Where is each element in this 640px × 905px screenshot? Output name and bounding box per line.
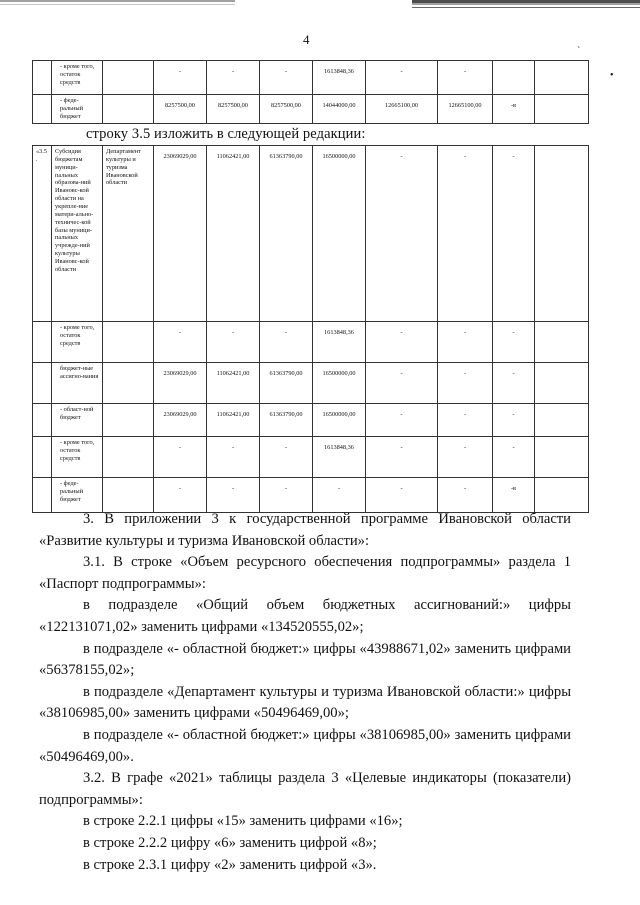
table-cell: - xyxy=(438,146,493,322)
row-number: «3.5. xyxy=(33,146,52,322)
table-cell: - xyxy=(366,322,438,363)
table-cell: - xyxy=(438,363,493,404)
table-row xyxy=(33,404,589,437)
table-cell: - xyxy=(154,437,207,478)
table-cell: - xyxy=(313,478,366,513)
instruction-line: строку 3.5 изложить в следующей редакции: xyxy=(86,126,366,142)
table-cell: 8257500,00 xyxy=(207,95,260,124)
table-row xyxy=(33,478,589,513)
scan-artifact-top-left xyxy=(0,0,235,8)
row-label: - кроме того, остаток средств xyxy=(52,61,103,95)
table-cell: 11062421,00 xyxy=(207,404,260,437)
table-row xyxy=(33,146,589,322)
table-cell: -в xyxy=(493,95,535,124)
table-cell: - xyxy=(493,404,535,437)
table-cell: - xyxy=(260,322,313,363)
table-cell: - xyxy=(366,146,438,322)
table-cell: 11062421,00 xyxy=(207,146,260,322)
table-cell: 61363790,00 xyxy=(260,404,313,437)
table-cell: 61363790,00 xyxy=(260,363,313,404)
table-cell: - xyxy=(366,478,438,513)
table-row xyxy=(33,61,589,95)
table-cell: - xyxy=(366,437,438,478)
table-cell: - xyxy=(438,322,493,363)
table-cell xyxy=(103,61,154,95)
row-label: - кроме того, остаток средств xyxy=(52,322,103,363)
amendment-text xyxy=(39,509,571,876)
table-cell: -в xyxy=(493,478,535,513)
row-label: бюджет-ные ассигно-вания xyxy=(52,363,103,404)
table-cell xyxy=(493,61,535,95)
table-cell: 1613848,36 xyxy=(313,61,366,95)
table-cell: - xyxy=(207,61,260,95)
row-label: - кроме того, остаток средств xyxy=(52,437,103,478)
budget-table-continuation xyxy=(32,60,589,124)
scan-speck: • xyxy=(610,70,614,81)
table-cell: 1613848,36 xyxy=(313,322,366,363)
table-cell: 11062421,00 xyxy=(207,363,260,404)
table-cell: 23069029,00 xyxy=(154,363,207,404)
table-row xyxy=(33,95,589,124)
row-label: - феде-ральный бюджет xyxy=(52,478,103,513)
scan-speck: ˴ xyxy=(577,41,581,52)
table-cell: - xyxy=(260,437,313,478)
paragraph: в строке 2.3.1 цифру «2» заменить цифрой «3». xyxy=(83,856,377,873)
table-cell: 12665100,00 xyxy=(438,95,493,124)
paragraph: 3.1. В строке «Объем ресурсного обеспечения подпрограммы» раздела 1 «Паспорт подпрограммы»: xyxy=(39,554,571,592)
table-row xyxy=(33,363,589,404)
table-cell: - xyxy=(438,478,493,513)
table-cell: - xyxy=(260,61,313,95)
table-cell: - xyxy=(366,363,438,404)
page-number: 4 xyxy=(303,32,310,47)
table-cell: 23069029,00 xyxy=(154,146,207,322)
paragraph: в подразделе «Департамент культуры и туризма Ивановской области:» цифры «38106985,00» заменить цифрами «50496469,00»; xyxy=(39,683,571,722)
table-cell: 16500000,00 xyxy=(313,404,366,437)
table-row xyxy=(33,322,589,363)
table-cell: - xyxy=(438,61,493,95)
table-cell: - xyxy=(154,61,207,95)
table-row xyxy=(33,437,589,478)
table-cell: 12665100,00 xyxy=(366,95,438,124)
table-cell: - xyxy=(260,478,313,513)
budget-table-row-3-5 xyxy=(32,145,589,513)
paragraph: 3. В приложении 3 к государственной программе Ивановской области «Развитие культуры и туризма Ивановской области»: xyxy=(39,511,571,549)
table-cell: 8257500,00 xyxy=(154,95,207,124)
table-cell: 16500000,00 xyxy=(313,146,366,322)
table-cell: - xyxy=(154,478,207,513)
table-cell: - xyxy=(493,322,535,363)
paragraph: в подразделе «- областной бюджет:» цифры «43988671,02» заменить цифрами «56378155,02»; xyxy=(39,640,571,679)
row-label: - феде-ральный бюджет xyxy=(52,95,103,124)
table-cell: 61363790,00 xyxy=(260,146,313,322)
table-cell: 1613848,36 xyxy=(313,437,366,478)
table-cell: 16500000,00 xyxy=(313,363,366,404)
table-cell: - xyxy=(493,363,535,404)
table-cell: 8257500,00 xyxy=(260,95,313,124)
paragraph: в подразделе «Общий объем бюджетных ассигнований:» цифры «122131071,02» заменить цифрами «134520555,02»; xyxy=(39,597,571,635)
table-cell: - xyxy=(366,61,438,95)
executor: Департамент культуры и туризма Ивановской области xyxy=(103,146,154,322)
program-name: Субсидия бюджетам муници-пальных образова-ний Ивановс-кой области на укрепле-ние матери-ально-техничес-кой базы муници-пальных учрежде-ний культуры Ивановс-кой области xyxy=(52,146,103,322)
paragraph: 3.2. В графе «2021» таблицы раздела 3 «Целевые индикаторы (показатели) подпрограммы»: xyxy=(39,770,571,808)
table-cell: - xyxy=(438,404,493,437)
table-cell: - xyxy=(207,478,260,513)
table-cell: 23069029,00 xyxy=(154,404,207,437)
paragraph: в строке 2.2.2 цифру «6» заменить цифрой «8»; xyxy=(83,834,377,851)
table-cell: 14044000,00 xyxy=(313,95,366,124)
paragraph: в подразделе «- областной бюджет:» цифры «38106985,00» заменить цифрами «50496469,00». xyxy=(39,726,571,765)
table-cell xyxy=(103,95,154,124)
table-cell: - xyxy=(493,437,535,478)
table-cell: - xyxy=(366,404,438,437)
table-cell: - xyxy=(154,322,207,363)
scan-artifact-top-right xyxy=(412,0,640,11)
row-label: - област-ной бюджет xyxy=(52,404,103,437)
table-cell: - xyxy=(207,437,260,478)
table-cell: - xyxy=(207,322,260,363)
table-cell: - xyxy=(438,437,493,478)
table-cell: - xyxy=(493,146,535,322)
paragraph: в строке 2.2.1 цифры «15» заменить цифрами «16»; xyxy=(83,813,403,830)
